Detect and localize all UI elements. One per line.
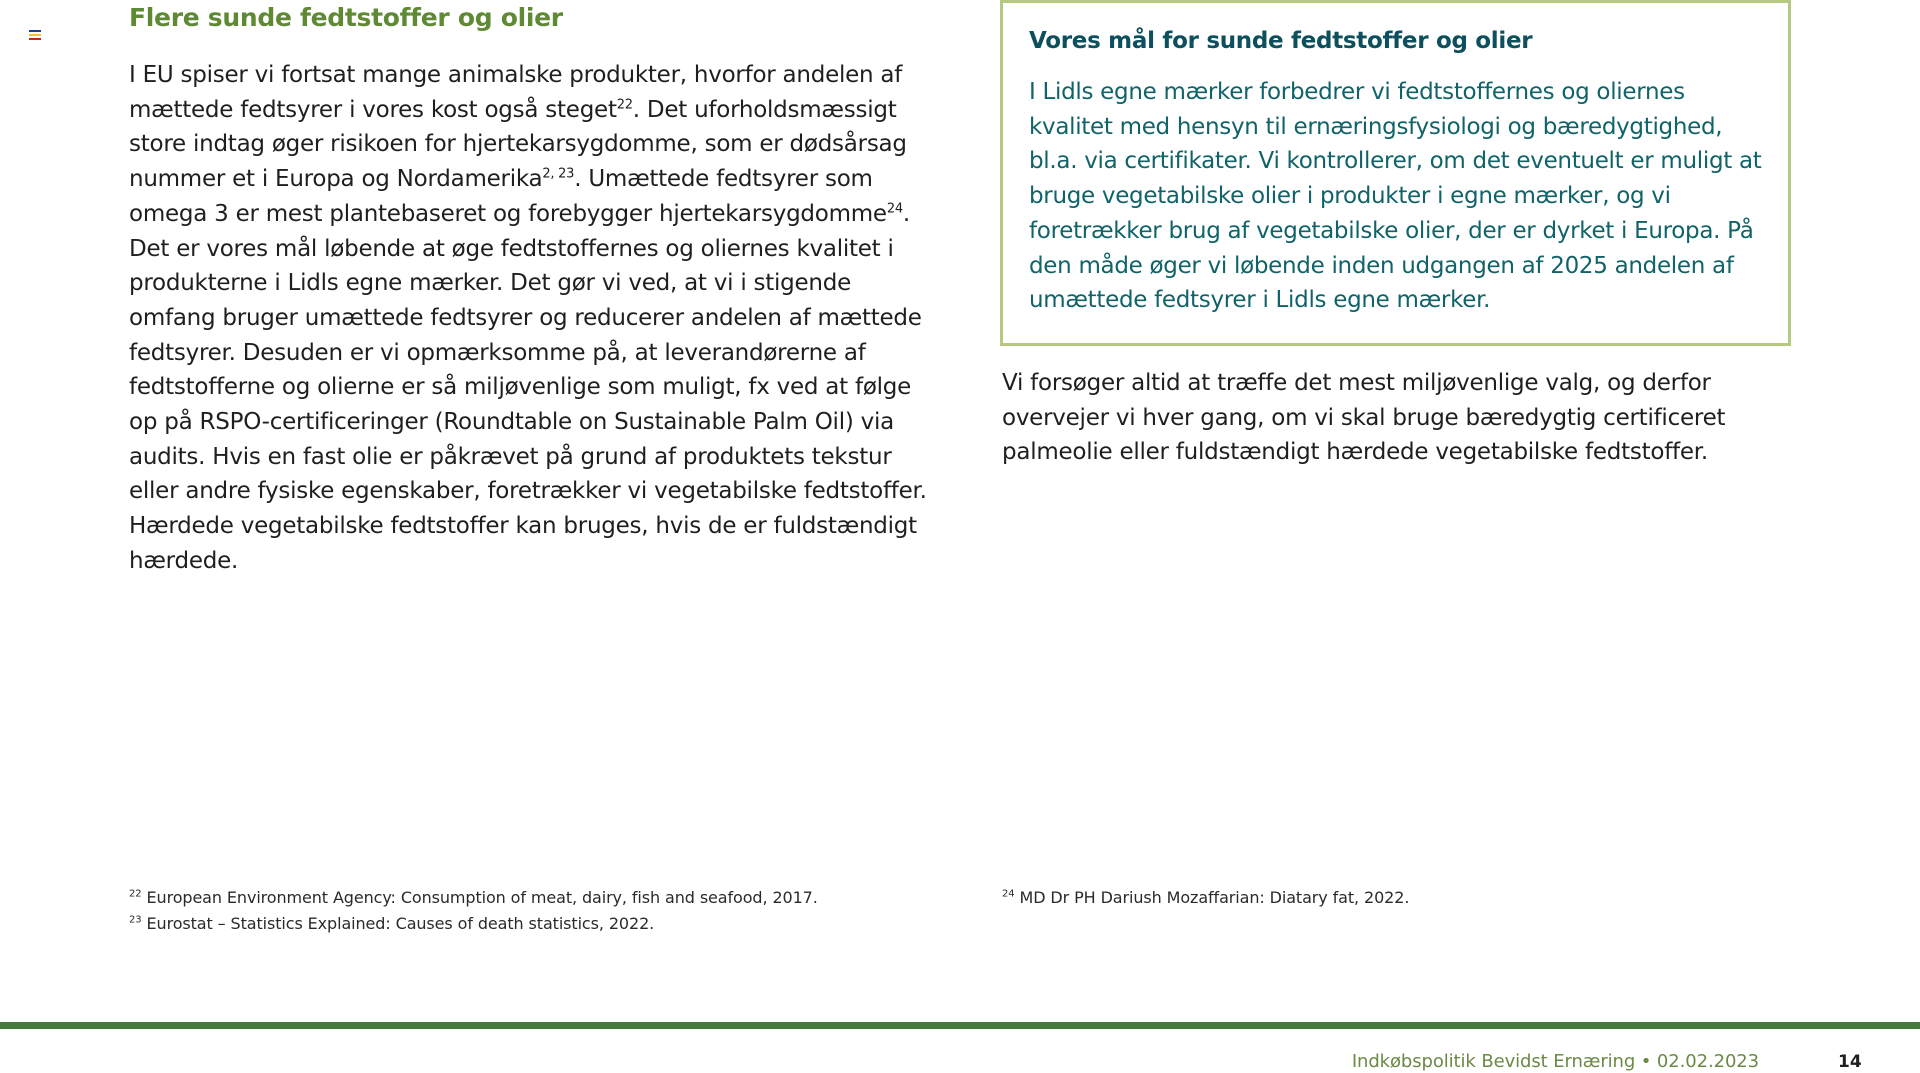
right-column — [1002, 366, 1792, 470]
menu-icon-bar-blue — [29, 30, 41, 32]
footnote-ref-24[interactable]: 24 — [886, 201, 903, 217]
callout-title: Vores mål for sunde fedtstoffer og olier — [1029, 28, 1533, 54]
menu-icon-bar-yellow — [29, 34, 41, 36]
body-text-part-4: . Det er vores mål løbende at øge fedtstoffernes og oliernes kvalitet i produkterne i Lidls egne mærker. Det gør vi ved, at vi i stigende omfang bruger umættede fedtsyrer og reducerer andelen af mættede fedtsyrer. Desuden er vi opmærksomme på, at leverandørerne af fedtstofferne og olierne er så miljøvenlige som muligt, fx ved at følge op på RSPO-certificeringer (Roundtable on Sustainable Palm Oil) via audits. Hvis en fast olie er påkrævet på grund af produktets tekstur eller andre fysiske egenskaber, foretrækker vi vegetabilske fedtstoffer. Hærdede vegetabilske fedtstoffer kan bruges, hvis de er fuldstændigt hærdede. — [129, 200, 927, 574]
footer-document-title: Indkøbspolitik Bevidst Ernæring • 02.02.2023 — [1351, 1051, 1759, 1072]
body-text-part-1: I EU spiser vi fortsat mange animalske produkter, hvorfor andelen af mættede fedtsyrer i vores kost også steget — [129, 62, 903, 123]
footnote-number-22: 22 — [129, 888, 142, 900]
section-title: Flere sunde fedtstoffer og olier — [129, 3, 563, 32]
footnote-text-24: MD Dr PH Dariush Mozaffarian: Diatary fat, 2022. — [1014, 888, 1410, 907]
page-number: 14 — [1838, 1052, 1862, 1072]
footnote-22 — [129, 885, 818, 911]
left-body-paragraph — [129, 58, 929, 579]
body-text-part-3: . Umættede fedtsyrer som omega 3 er mest plantebaseret og forebygger hjertekarsygdomme — [129, 166, 887, 227]
menu-icon-bar-red — [29, 38, 41, 40]
footnote-24 — [1002, 885, 1409, 911]
footnote-ref-2-23[interactable]: 2, 23 — [542, 166, 575, 182]
footnote-number-23: 23 — [129, 914, 142, 926]
footnote-number-24: 24 — [1002, 888, 1015, 900]
footnote-23 — [129, 911, 654, 937]
left-column — [129, 0, 929, 579]
menu-icon[interactable] — [29, 30, 41, 40]
right-body-paragraph: Vi forsøger altid at træffe det mest miljøvenlige valg, og derfor overvejer vi hver gang, om vi skal bruge bæredygtig certificeret palmeolie eller fuldstændigt hærdede vegetabilske fedtstoffer. — [1002, 370, 1726, 466]
footnote-text-23: Eurostat – Statistics Explained: Causes of death statistics, 2022. — [141, 914, 655, 933]
footnote-text-22: European Environment Agency: Consumption of meat, dairy, fish and seafood, 2017. — [141, 888, 818, 907]
goal-callout-box — [1000, 0, 1791, 346]
footer-divider — [0, 1022, 1920, 1029]
body-text-part-2: . Det uforholdsmæssigt store indtag øger risikoen for hjertekarsygdomme, som er dødsårsag nummer et i Europa og Nordamerika — [129, 96, 907, 193]
footnote-ref-22[interactable]: 22 — [616, 97, 633, 113]
callout-text: I Lidls egne mærker forbedrer vi fedtstoffernes og oliernes kvalitet med hensyn til ernæringsfysiologi og bæredygtighed, bl.a. via certifikater. Vi kontrollerer, om det eventuelt er muligt at bruge vegetabilske olier i produkter i egne mærker, og vi foretrækker brug af vegetabilske olier, der er dyrket i Europa. På den måde øger vi løbende inden udgangen af 2025 andelen af umættede fedtsyrer i Lidls egne mærker. — [1029, 79, 1762, 314]
